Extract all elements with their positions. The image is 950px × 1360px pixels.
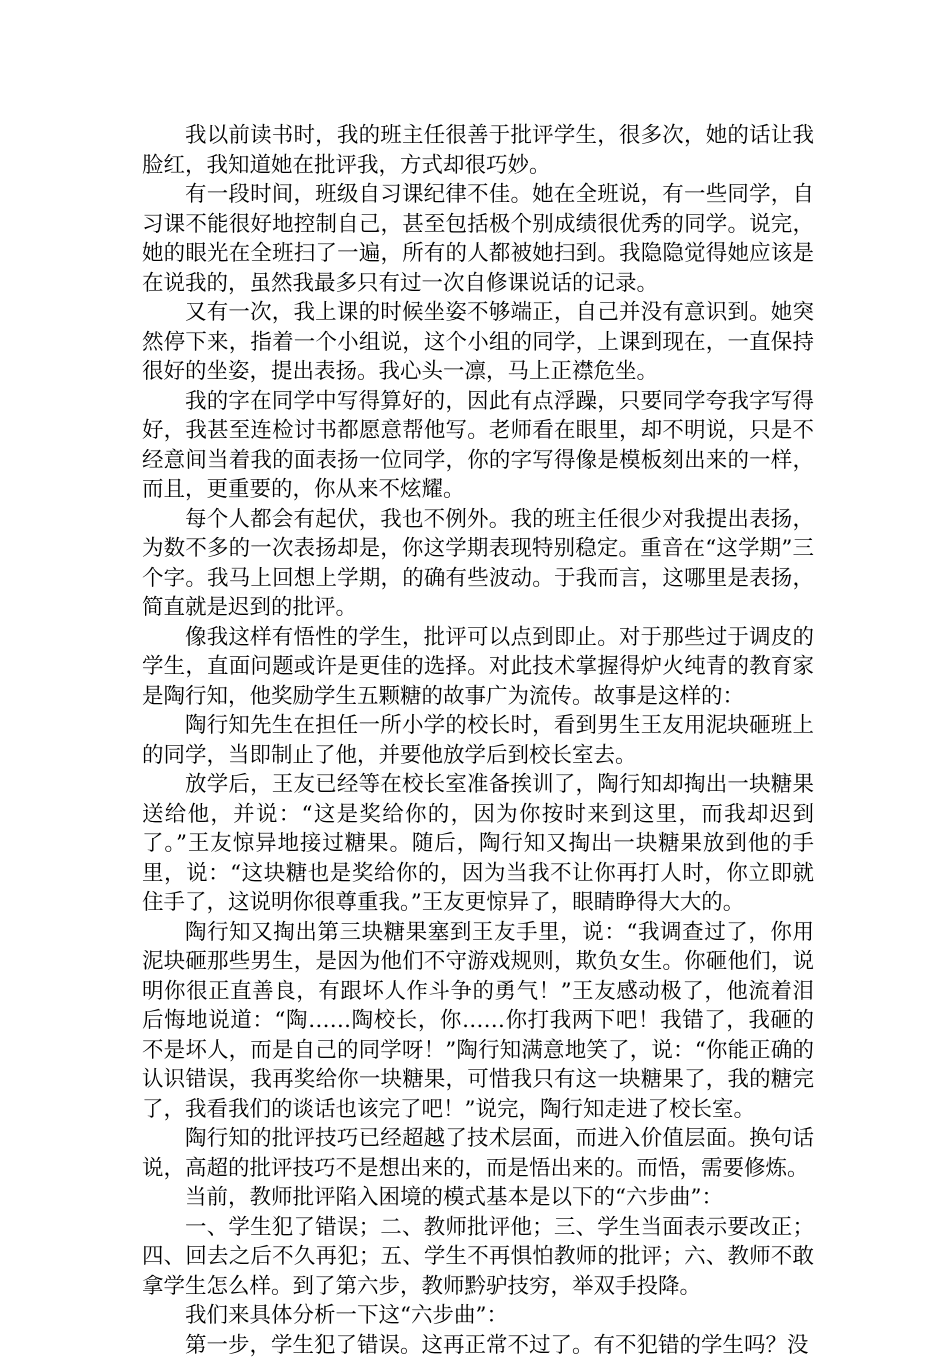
paragraph-13: 我们来具体分析一下这“六步曲”： [142, 1301, 814, 1331]
paragraph-12: 一、学生犯了错误；二、教师批评他；三、学生当面表示要改正；四、回去之后不久再犯；五、学生不再惧怕教师的批评；六、教师不敢拿学生怎么样。到了第六步，教师黔驴技穷，举双手投降。 [142, 1213, 814, 1302]
paragraph-8: 放学后，王友已经等在校长室准备挨训了，陶行知却掏出一块糖果送给他，并说：“这是奖给你的，因为你按时来到这里，而我却迟到了。”王友惊异地接过糖果。随后，陶行知又掏出一块糖果放到他的手里，说：“这块糖也是奖给你的，因为当我不让你再打人时，你立即就住手了，这说明你很尊重我。”王友更惊异了，眼睛睁得大大的。 [142, 770, 814, 918]
paragraph-5: 每个人都会有起伏，我也不例外。我的班主任很少对我提出表扬，为数不多的一次表扬却是，你这学期表现特别稳定。重音在“这学期”三个字。我马上回想上学期，的确有些波动。于我而言，这哪里是表扬，简直就是迟到的批评。 [142, 505, 814, 623]
paragraph-14: 第一步，学生犯了错误。这再正常不过了。有不犯错的学生吗？没 [142, 1331, 814, 1360]
paragraph-3: 又有一次，我上课的时候坐姿不够端正，自己并没有意识到。她突然停下来，指着一个小组说，这个小组的同学，上课到现在，一直保持很好的坐姿，提出表扬。我心头一凛，马上正襟危坐。 [142, 298, 814, 387]
paragraph-4: 我的字在同学中写得算好的，因此有点浮躁，只要同学夸我字写得好，我甚至连检讨书都愿意帮他写。老师看在眼里，却不明说，只是不经意间当着我的面表扬一位同学，你的字写得像是模板刻出来的一样，而且，更重要的，你从来不炫耀。 [142, 387, 814, 505]
paragraph-7: 陶行知先生在担任一所小学的校长时，看到男生王友用泥块砸班上的同学，当即制止了他，并要他放学后到校长室去。 [142, 711, 814, 770]
paragraph-6: 像我这样有悟性的学生，批评可以点到即止。对于那些过于调皮的学生，直面问题或许是更佳的选择。对此技术掌握得炉火纯青的教育家是陶行知，他奖励学生五颗糖的故事广为流传。故事是这样的： [142, 623, 814, 712]
paragraph-9: 陶行知又掏出第三块糖果塞到王友手里，说：“我调查过了，你用泥块砸那些男生，是因为他们不守游戏规则，欺负女生。你砸他们，说明你很正直善良，有跟坏人作斗争的勇气！”王友感动极了，他流着泪后悔地说道：“陶……陶校长，你……你打我两下吧！我错了，我砸的不是坏人，而是自己的同学呀！”陶行知满意地笑了，说：“你能正确的认识错误，我再奖给你一块糖果，可惜我只有这一块糖果了，我的糖完了，我看我们的谈话也该完了吧！”说完，陶行知走进了校长室。 [142, 918, 814, 1125]
paragraph-1: 我以前读书时，我的班主任很善于批评学生，很多次，她的话让我脸红，我知道她在批评我，方式却很巧妙。 [142, 121, 814, 180]
paragraph-11: 当前，教师批评陷入困境的模式基本是以下的“六步曲”： [142, 1183, 814, 1213]
paragraph-2: 有一段时间，班级自习课纪律不佳。她在全班说，有一些同学，自习课不能很好地控制自己，甚至包括极个别成绩很优秀的同学。说完，她的眼光在全班扫了一遍，所有的人都被她扫到。我隐隐觉得她应该是在说我的，虽然我最多只有过一次自修课说话的记录。 [142, 180, 814, 298]
paragraph-10: 陶行知的批评技巧已经超越了技术层面，而进入价值层面。换句话说，高超的批评技巧不是想出来的，而是悟出来的。而悟，需要修炼。 [142, 1124, 814, 1183]
document-body [142, 121, 814, 1360]
